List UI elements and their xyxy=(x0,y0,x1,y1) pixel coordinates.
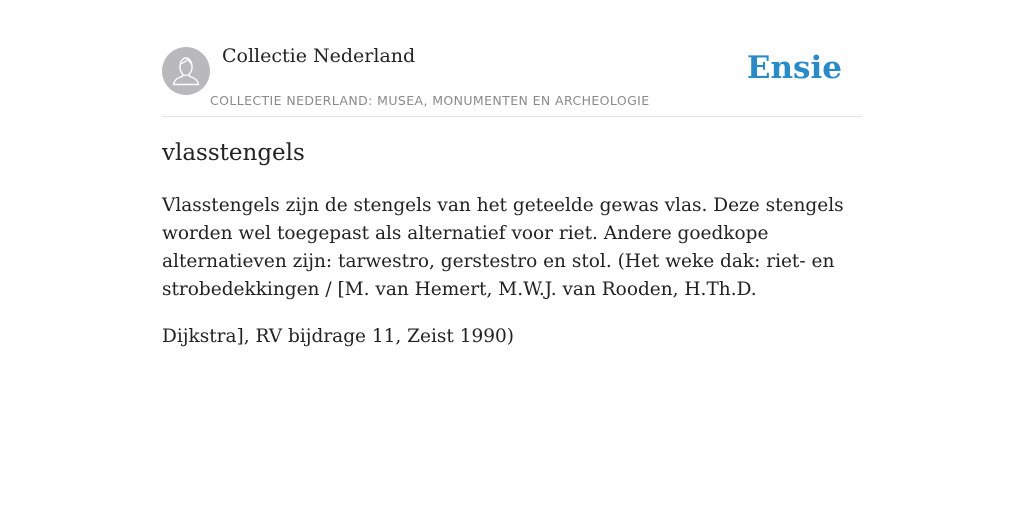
user-silhouette-icon xyxy=(162,47,210,95)
entry-title: vlasstengels xyxy=(162,140,305,166)
brand-logo[interactable]: Ensie xyxy=(746,50,842,86)
entry-paragraph: Dijkstra], RV bijdrage 11, Zeist 1990) xyxy=(162,326,514,347)
entry-body xyxy=(162,192,862,370)
source-label[interactable]: COLLECTIE NEDERLAND: MUSEA, MONUMENTEN EN ARCHEOLOGIE xyxy=(210,93,650,108)
author-avatar[interactable] xyxy=(162,47,210,95)
entry-header xyxy=(162,40,862,117)
entry-paragraph: Vlasstengels zijn de stengels van het geteelde gewas vlas. Deze stengels worden wel toegepast als alternatief voor riet. Andere goedkope alternatieven zijn: tarwestro, gerstestro en stol. (Het weke dak: riet- en strobedekkingen / [M. van Hemert, M.W.J. van Rooden, H.Th.D. xyxy=(162,195,844,300)
author-name[interactable]: Collectie Nederland xyxy=(222,45,416,67)
